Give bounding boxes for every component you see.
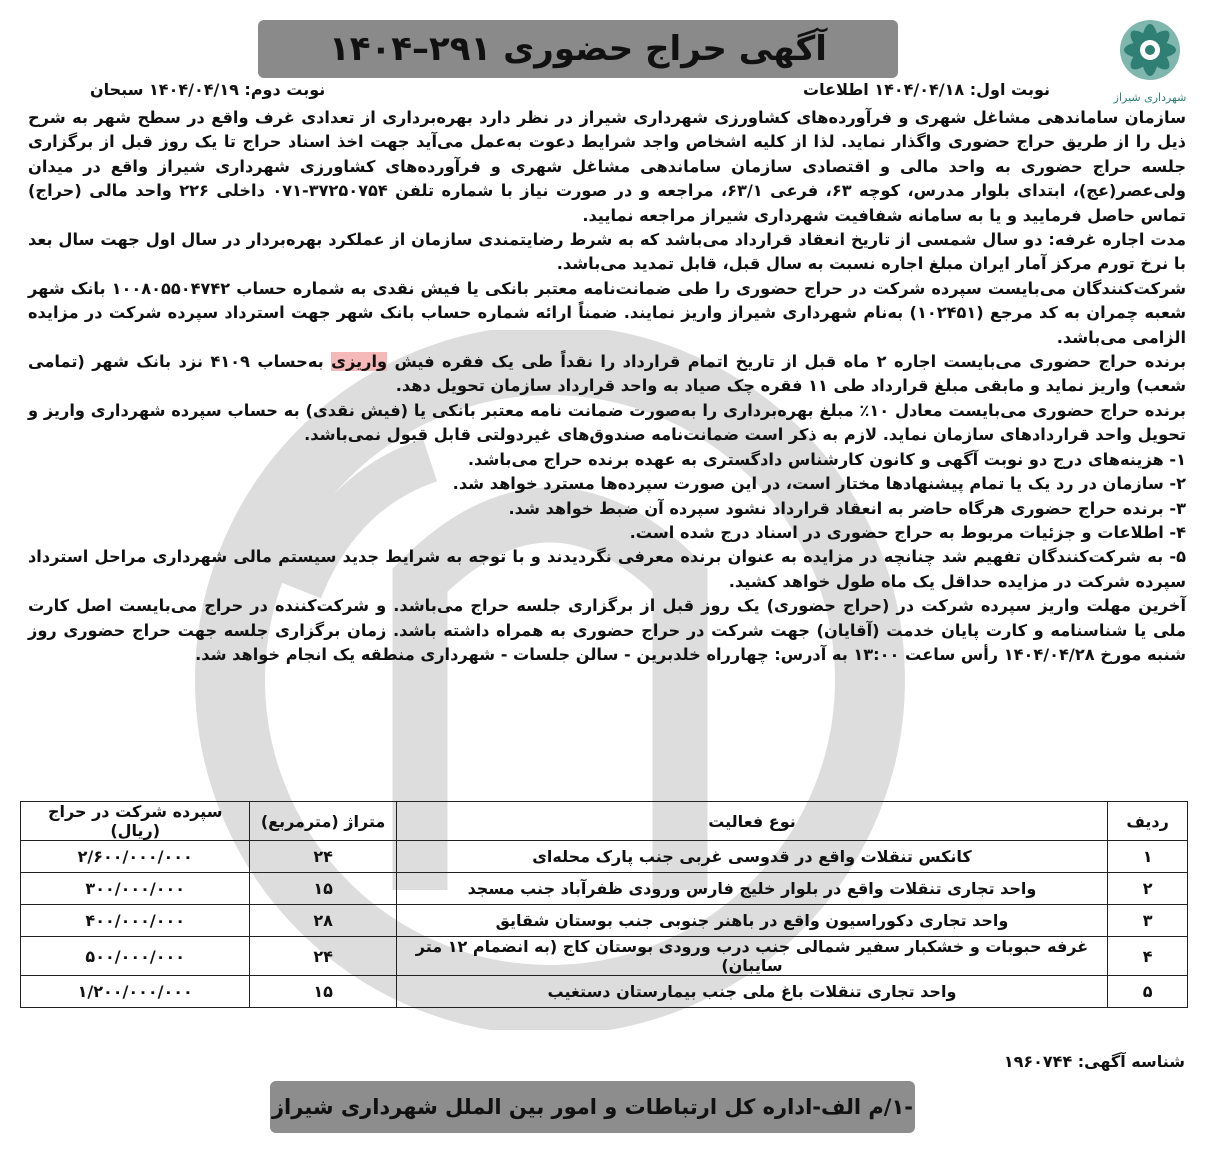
condition-4: ۴- اطلاعات و جزئیات مربوط به حراج حضوری در اسناد درج شده است. <box>629 522 1186 542</box>
table-row <box>21 873 1188 905</box>
cell-area: ۲۴ <box>250 937 396 976</box>
condition-1: ۱- هزینه‌های درج دو نوبت آگهی و کانون کارشناس دادگستری به عهده برنده حراج می‌باشد. <box>467 449 1186 469</box>
highlighted-word: واریزی <box>331 352 388 372</box>
shiraz-municipality-logo-icon <box>1095 8 1205 108</box>
cell-activity: واحد تجاری تنقلات باغ ملی جنب بیمارستان دستغیب <box>396 976 1108 1008</box>
header-row-number: ردیف <box>1108 802 1188 841</box>
publisher-name: -۱/م الف-اداره کل ارتباطات و امور بین الملل شهرداری شیراز <box>271 1095 914 1119</box>
logo-script: شهرداری شیراز <box>1113 91 1187 104</box>
publication-dates <box>90 80 1050 108</box>
cell-row-number: ۵ <box>1108 976 1188 1008</box>
cell-row-number: ۲ <box>1108 873 1188 905</box>
second-notice-date: نوبت دوم: ۱۴۰۴/۰۴/۱۹ سبحان <box>90 80 326 99</box>
cell-area: ۲۸ <box>250 905 396 937</box>
header-deposit: سپرده شرکت در حراج (ریال) <box>21 802 250 841</box>
intro-paragraph: سازمان ساماندهی مشاغل شهری و فرآورده‌های کشاورزی شهرداری شیراز در نظر دارد بهره‌برداری از تعدادی غرف واقع در سطح شهر به شرح ذیل را از طریق حراج حضوری واگذار نماید. لذا از کلیه اشخاص واجد شرایط دعوت به‌عمل می‌آید جهت اخذ اسناد حراج تا یک روز قبل از برگزاری جلسه حراج حضوری به واحد مالی و اقتصادی سازمان ساماندهی مشاغل شهری و فرآورده‌های کشاورزی شهرداری شیراز واقع در میدان ولی‌عصر(عج)، ابتدای بلوار مدرس، کوچه ۶۳، فرعی ۶۳/۱، مراجعه و در صورت نیاز با شماره تلفن ۳۷۲۵۰۷۵۴-۰۷۱ داخلی ۲۲۶ واحد مالی (حراج) تماس حاصل فرمایید و یا به سامانه شفافیت شهرداری شیراز مراجعه نمایید. <box>28 108 1186 225</box>
cell-activity: واحد تجاری دکوراسیون واقع در باهنر جنوبی جنب بوستان شقایق <box>396 905 1108 937</box>
lease-term-paragraph: مدت اجاره غرفه: دو سال شمسی از تاریخ انعقاد قرارداد می‌باشد که به شرط رضایتمندی سازمان از عملکرد بهره‌بردار در سال اول جهت سال بعد با نرخ تورم مرکز آمار ایران مبلغ اجاره نسبت به سال قبل، قابل تمدید می‌باشد. <box>28 230 1186 274</box>
deposit-paragraph: شرکت‌کنندگان می‌بایست سپرده شرکت در حراج حضوری را طی ضمانت‌نامه معتبر بانکی یا فیش نقدی به شماره حساب ۱۰۰۸۰۵۵۰۴۷۴۲ بانک شهر شعبه چمران به کد مرجع (۱۰۲۴۵۱) به‌نام شهرداری شیراز واریز نمایند. ضمناً ارائه شماره حساب بانک شهر جهت استرداد سپرده شرکت در مزایده الزامی می‌باشد. <box>28 278 1186 347</box>
cell-activity: کانکس تنقلات واقع در قدوسی غربی جنب پارک محله‌ای <box>396 841 1108 873</box>
guarantee-paragraph: برنده حراج حضوری می‌بایست معادل ۱۰٪ مبلغ بهره‌برداری را به‌صورت ضمانت نامه معتبر بانکی یا (فیش نقدی) به حساب سپرده شهرداری واریز و تحویل واحد قراردادهای سازمان نماید. لازم به ذکر است ضمانت‌نامه صندوق‌های غیردولتی قابل قبول نمی‌باشد. <box>28 400 1187 445</box>
condition-2: ۲- سازمان در رد یک یا تمام پیشنهادها مختار است، در این صورت سپرده‌ها مسترد خواهد شد. <box>452 474 1186 494</box>
cell-area: ۱۵ <box>250 976 396 1008</box>
table-row <box>21 905 1188 937</box>
cell-activity: غرفه حبوبات و خشکبار سفیر شمالی جنب درب ورودی بوستان کاج (به انضمام ۱۲ متر سایبان) <box>396 937 1108 976</box>
winner-payment-text-b: به‌حساب ۴۱۰۹ نزد بانک شهر (تمامی شعب) واریز نماید و مابقی مبلغ قرارداد طی ۱۱ فقره چک صیاد به واحد قرارداد سازمان تحویل دهد. <box>28 352 1186 396</box>
header-activity: نوع فعالیت <box>396 802 1108 841</box>
cell-area: ۲۴ <box>250 841 396 873</box>
table-row <box>21 937 1188 976</box>
cell-row-number: ۳ <box>1108 905 1188 937</box>
cell-deposit: ۴۰۰/۰۰۰/۰۰۰ <box>21 905 250 937</box>
first-notice-date: نوبت اول: ۱۴۰۴/۰۴/۱۸ اطلاعات <box>803 80 1050 99</box>
notice-title-banner <box>258 20 898 78</box>
winner-payment-paragraph <box>28 350 1186 399</box>
table-row <box>21 976 1188 1008</box>
cell-deposit: ۳۰۰/۰۰۰/۰۰۰ <box>21 873 250 905</box>
cell-area: ۱۵ <box>250 873 396 905</box>
header-area: متراژ (مترمربع) <box>250 802 396 841</box>
condition-5: ۵- به شرکت‌کنندگان تفهیم شد چنانچه در مزایده به عنوان برنده معرفی نگردیدند و با توجه به شرایط جدید سیستم مالی شهرداری مراحل استرداد سپرده شرکت در مزایده حداقل یک ماه طول خواهد کشید. <box>28 547 1186 591</box>
table-header-row <box>21 802 1188 841</box>
cell-deposit: ۲/۶۰۰/۰۰۰/۰۰۰ <box>21 841 250 873</box>
condition-3: ۳- برنده حراج حضوری هرگاه حاضر به انعقاد قرارداد نشود سپرده آن ضبط خواهد شد. <box>508 498 1186 518</box>
cell-deposit: ۵۰۰/۰۰۰/۰۰۰ <box>21 937 250 976</box>
auction-items-table <box>20 801 1188 1008</box>
cell-row-number: ۴ <box>1108 937 1188 976</box>
deadline-paragraph: آخرین مهلت واریز سپرده شرکت در (حراج حضوری) یک روز قبل از برگزاری جلسه حراج می‌باشد. و شرکت‌کننده در حراج می‌بایست اصل کارت ملی یا شناسنامه و کارت پایان خدمت (آقایان) جهت شرکت در حراج حضوری به همراه داشته باشد. زمان برگزاری جلسه جهت حراج حضوری روز شنبه مورخ ۱۴۰۴/۰۴/۲۸ رأس ساعت ۱۳:۰۰ به آدرس: چهارراه خلدبرین - سالن جلسات - شهرداری منطقه یک انجام خواهد شد. <box>28 596 1186 664</box>
notice-body <box>28 106 1186 667</box>
cell-deposit: ۱/۲۰۰/۰۰۰/۰۰۰ <box>21 976 250 1008</box>
cell-activity: واحد تجاری تنقلات واقع در بلوار خلیج فارس ورودی ظفرآباد جنب مسجد <box>396 873 1108 905</box>
ad-identifier: شناسه آگهی: ۱۹۶۰۷۴۴ <box>1003 1052 1185 1071</box>
publisher-banner <box>270 1081 915 1133</box>
notice-title: آگهی حراج حضوری ۲۹۱–۱۴۰۴ <box>329 29 827 69</box>
winner-payment-text-a: برنده حراج حضوری می‌بایست اجاره ۲ ماه قبل از تاریخ اتمام قرارداد را نقداً طی یک فقره فیش <box>394 352 1187 372</box>
cell-row-number: ۱ <box>1108 841 1188 873</box>
table-row <box>21 841 1188 873</box>
